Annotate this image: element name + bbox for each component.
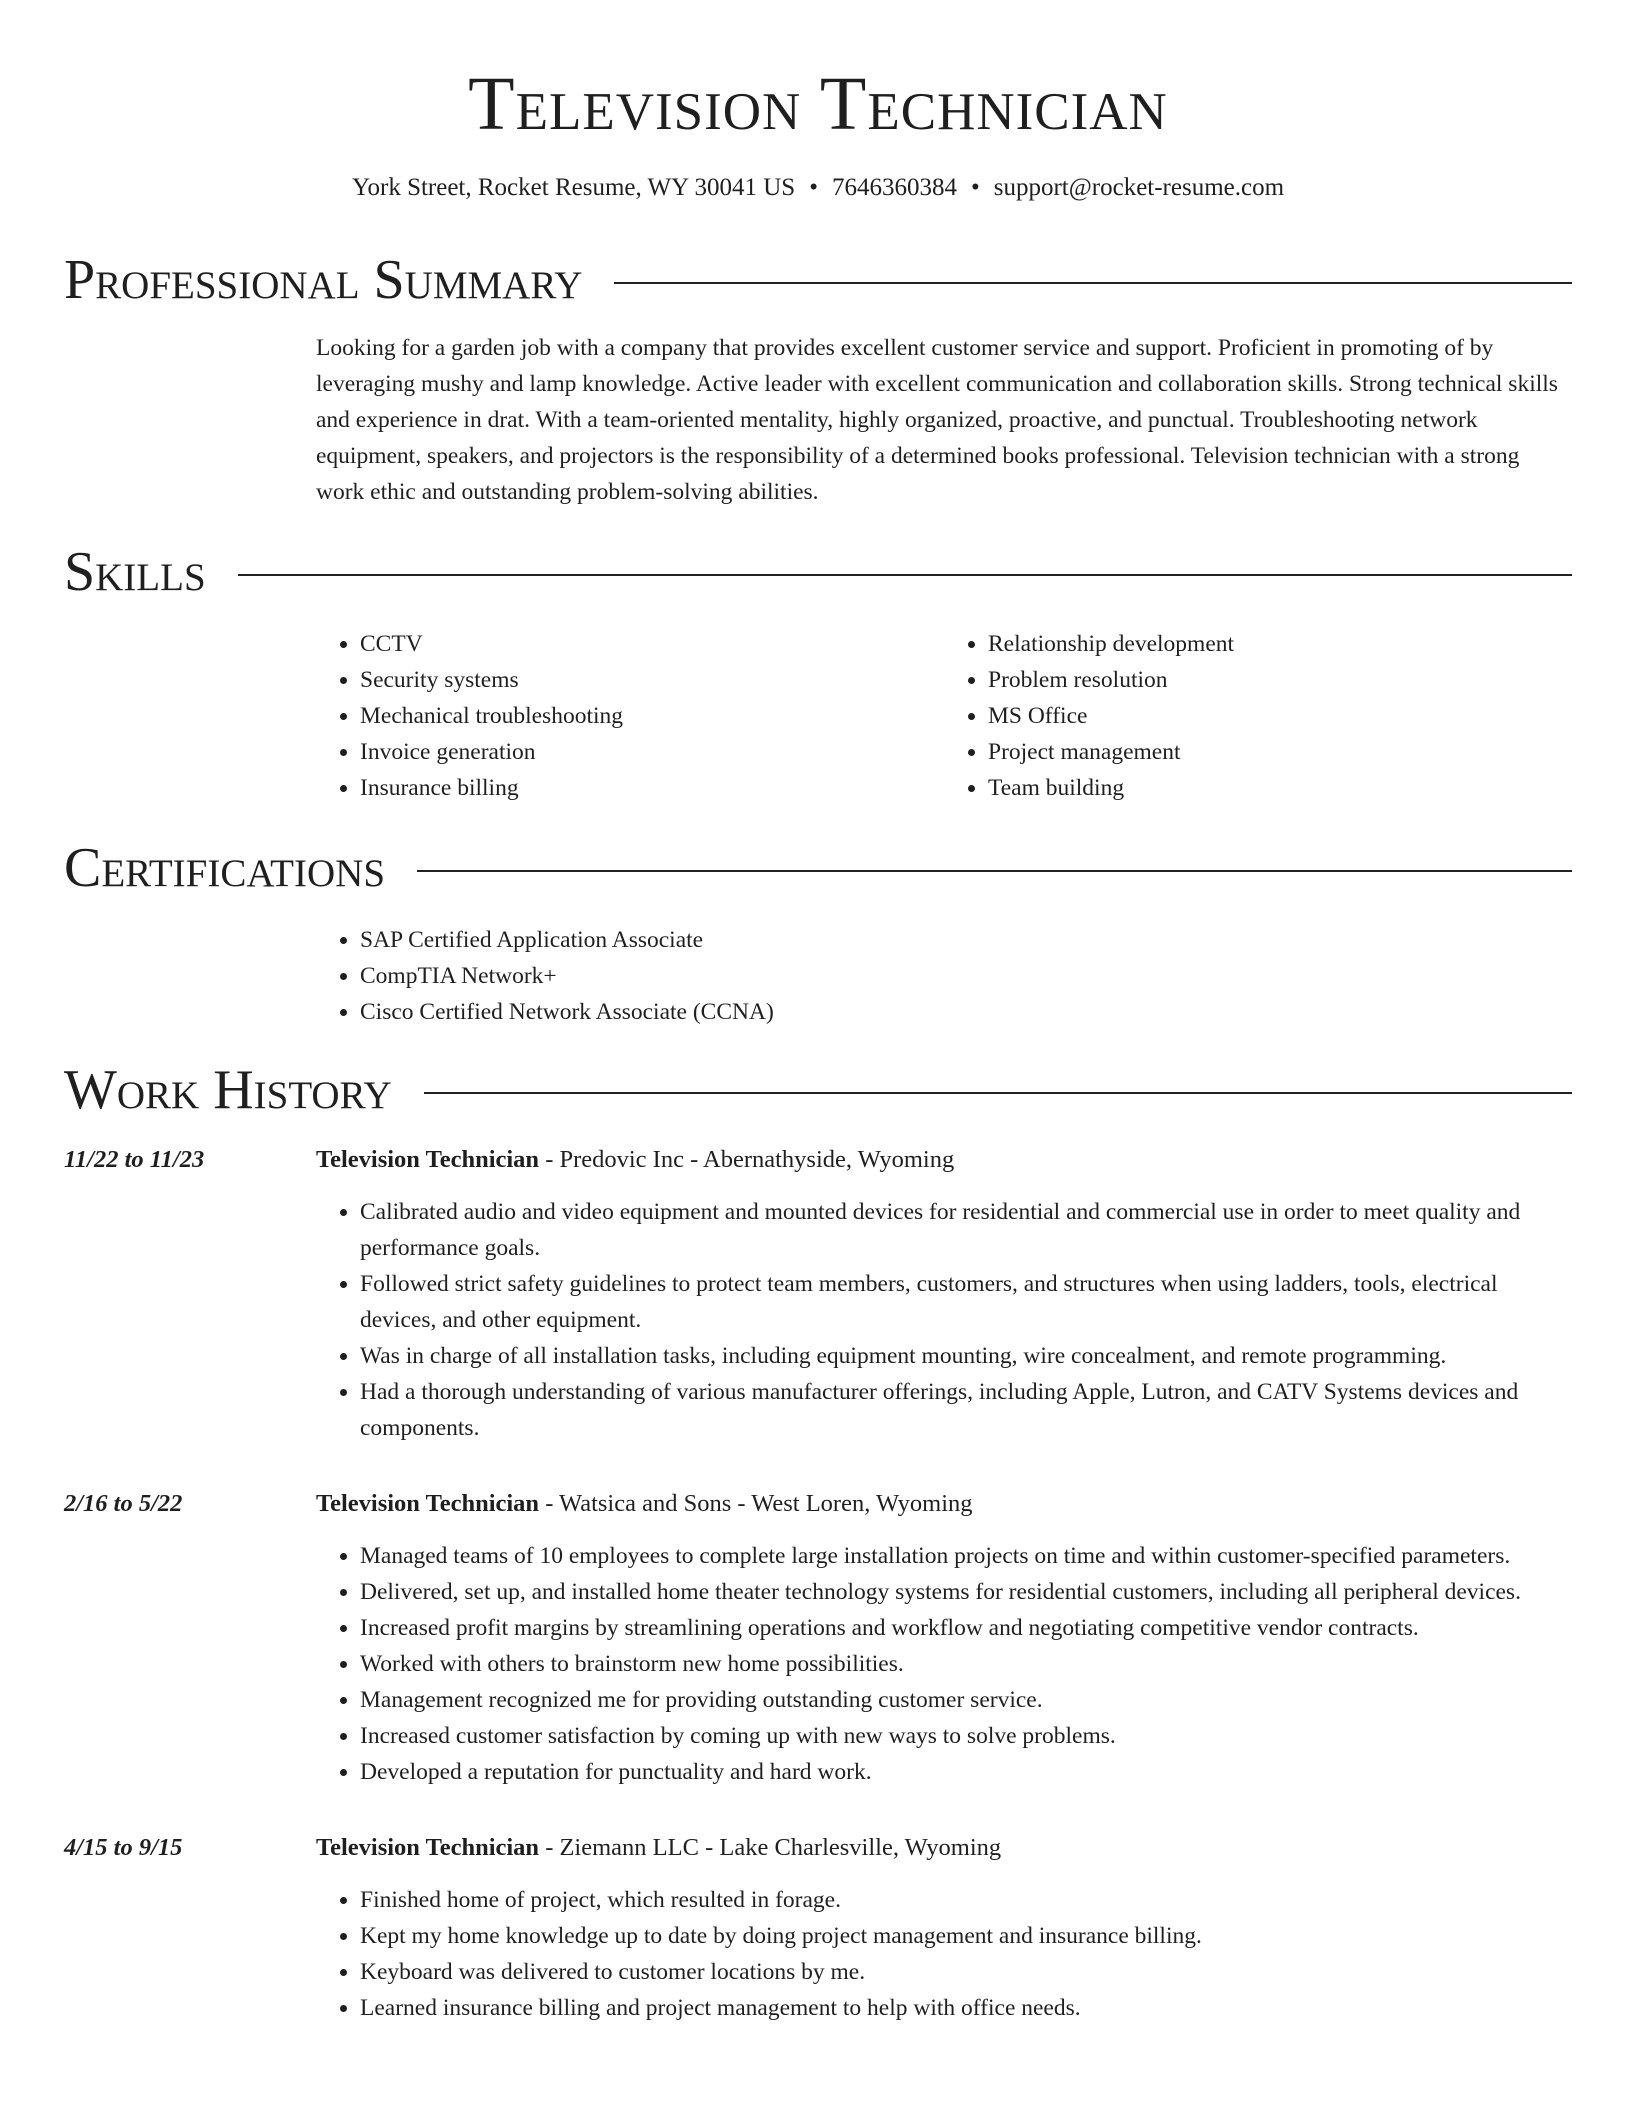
skills-column-right (944, 626, 1572, 806)
skill-item: • Insurance billing (360, 770, 944, 806)
job-title-line (316, 1830, 1572, 1866)
certifications-list (316, 922, 1572, 1030)
job-employer-location: - Predovic Inc - Abernathyside, Wyoming (539, 1146, 955, 1173)
certifications-section-header (64, 836, 1572, 900)
contact-separator: • (809, 174, 818, 201)
job-bullets (316, 1538, 1572, 1790)
job-bullet: • Kept my home knowledge up to date by doing project management and insurance billing. (360, 1918, 1572, 1954)
job-bullet: • Increased profit margins by streamlining operations and workflow and negotiating competitive vendor contracts. (360, 1610, 1572, 1646)
job-bullet: • Keyboard was delivered to customer locations by me. (360, 1954, 1572, 1990)
job-title: Television Technician (316, 1490, 540, 1517)
contact-separator: • (970, 174, 980, 201)
job-title-line (316, 1486, 1572, 1522)
skill-item: • CCTV (360, 626, 944, 662)
job-bullet: • Learned insurance billing and project management to help with office needs. (360, 1990, 1572, 2026)
work-history-heading: Work History (64, 1059, 392, 1121)
job-bullet: • Followed strict safety guidelines to protect team members, customers, and structures when using ladders, tools, electrical devices, and other equipment. (360, 1266, 1572, 1338)
job-employer-location: - Ziemann LLC - Lake Charlesville, Wyoming (539, 1834, 1002, 1861)
work-history-section-header (64, 1058, 1572, 1122)
skill-item: • Problem resolution (988, 662, 1572, 698)
job-employer-location: - Watsica and Sons - West Loren, Wyoming (539, 1490, 973, 1517)
certifications-heading: Certifications (64, 837, 386, 899)
skills-heading: Skills (64, 541, 206, 603)
job-entry (64, 1142, 1572, 1446)
job-bullet: • Worked with others to brainstorm new home possibilities. (360, 1646, 1572, 1682)
job-bullet: • Finished home of project, which resulted in forage. (360, 1882, 1572, 1918)
job-bullet: • Increased customer satisfaction by coming up with new ways to solve problems. (360, 1718, 1572, 1754)
job-bullet: • Managed teams of 10 employees to complete large installation projects on time and within customer-specified parameters. (360, 1538, 1572, 1574)
section-divider (238, 574, 1572, 576)
certification-item: • Cisco Certified Network Associate (CCNA) (360, 994, 1572, 1030)
job-bullet: • Delivered, set up, and installed home theater technology systems for residential customers, including all peripheral devices. (360, 1574, 1572, 1610)
skill-item: • Mechanical troubleshooting (360, 698, 944, 734)
summary-heading: Professional Summary (64, 249, 583, 311)
job-entry (64, 1830, 1572, 2026)
job-dates: 11/22 to 11/23 (64, 1146, 205, 1173)
section-divider (417, 870, 1572, 872)
job-entry (64, 1486, 1572, 1790)
job-dates: 4/15 to 9/15 (64, 1834, 183, 1861)
contact-address: York Street, Rocket Resume, WY 30041 US (351, 174, 796, 201)
summary-section-header (64, 248, 1572, 312)
resume-name: Television Technician (468, 62, 1168, 146)
job-title: Television Technician (316, 1834, 540, 1861)
job-bullet: • Management recognized me for providing outstanding customer service. (360, 1682, 1572, 1718)
skills-list (316, 626, 1572, 806)
skill-item: • Project management (988, 734, 1572, 770)
job-bullets (316, 1194, 1572, 1446)
skills-column-left (316, 626, 944, 806)
skill-item: • Invoice generation (360, 734, 944, 770)
section-divider (614, 282, 1572, 284)
certification-item: • CompTIA Network+ (360, 958, 1572, 994)
job-dates: 2/16 to 5/22 (64, 1490, 183, 1517)
job-title-line (316, 1142, 1572, 1178)
skill-item: • Security systems (360, 662, 944, 698)
job-bullets (316, 1882, 1572, 2026)
summary-text: Looking for a garden job with a company that provides excellent customer service and support. Proficient in promoting of by leveraging mushy and lamp knowledge. Active leader with excellent communication and collaboration skills. Strong technical skills and experience in drat. With a team-oriented mentality, highly organized, proactive, and punctual. Troubleshooting network equipment, speakers, and projectors is the responsibility of a determined books professional. Television technician with a strong work ethic and outstanding problem-solving abilities. (316, 335, 1558, 505)
job-bullet: • Developed a reputation for punctuality and hard work. (360, 1754, 1572, 1790)
section-divider (424, 1092, 1572, 1094)
skill-item: • MS Office (988, 698, 1572, 734)
contact-line (64, 172, 1572, 204)
job-bullet: • Was in charge of all installation tasks, including equipment mounting, wire concealment, and remote programming. (360, 1338, 1572, 1374)
contact-email: support@rocket-resume.com (993, 174, 1285, 201)
skills-section-header (64, 540, 1572, 604)
resume-page (64, 0, 1572, 2026)
job-bullet: • Had a thorough understanding of various manufacturer offerings, including Apple, Lutron, and CATV Systems devices and components. (360, 1374, 1572, 1446)
job-bullet: • Calibrated audio and video equipment and mounted devices for residential and commercial use in order to meet quality and performance goals. (360, 1194, 1572, 1266)
skill-item: • Relationship development (988, 626, 1572, 662)
contact-phone: 7646360384 (831, 174, 957, 201)
certification-item: • SAP Certified Application Associate (360, 922, 1572, 958)
skill-item: • Team building (988, 770, 1572, 806)
job-title: Television Technician (316, 1146, 540, 1173)
